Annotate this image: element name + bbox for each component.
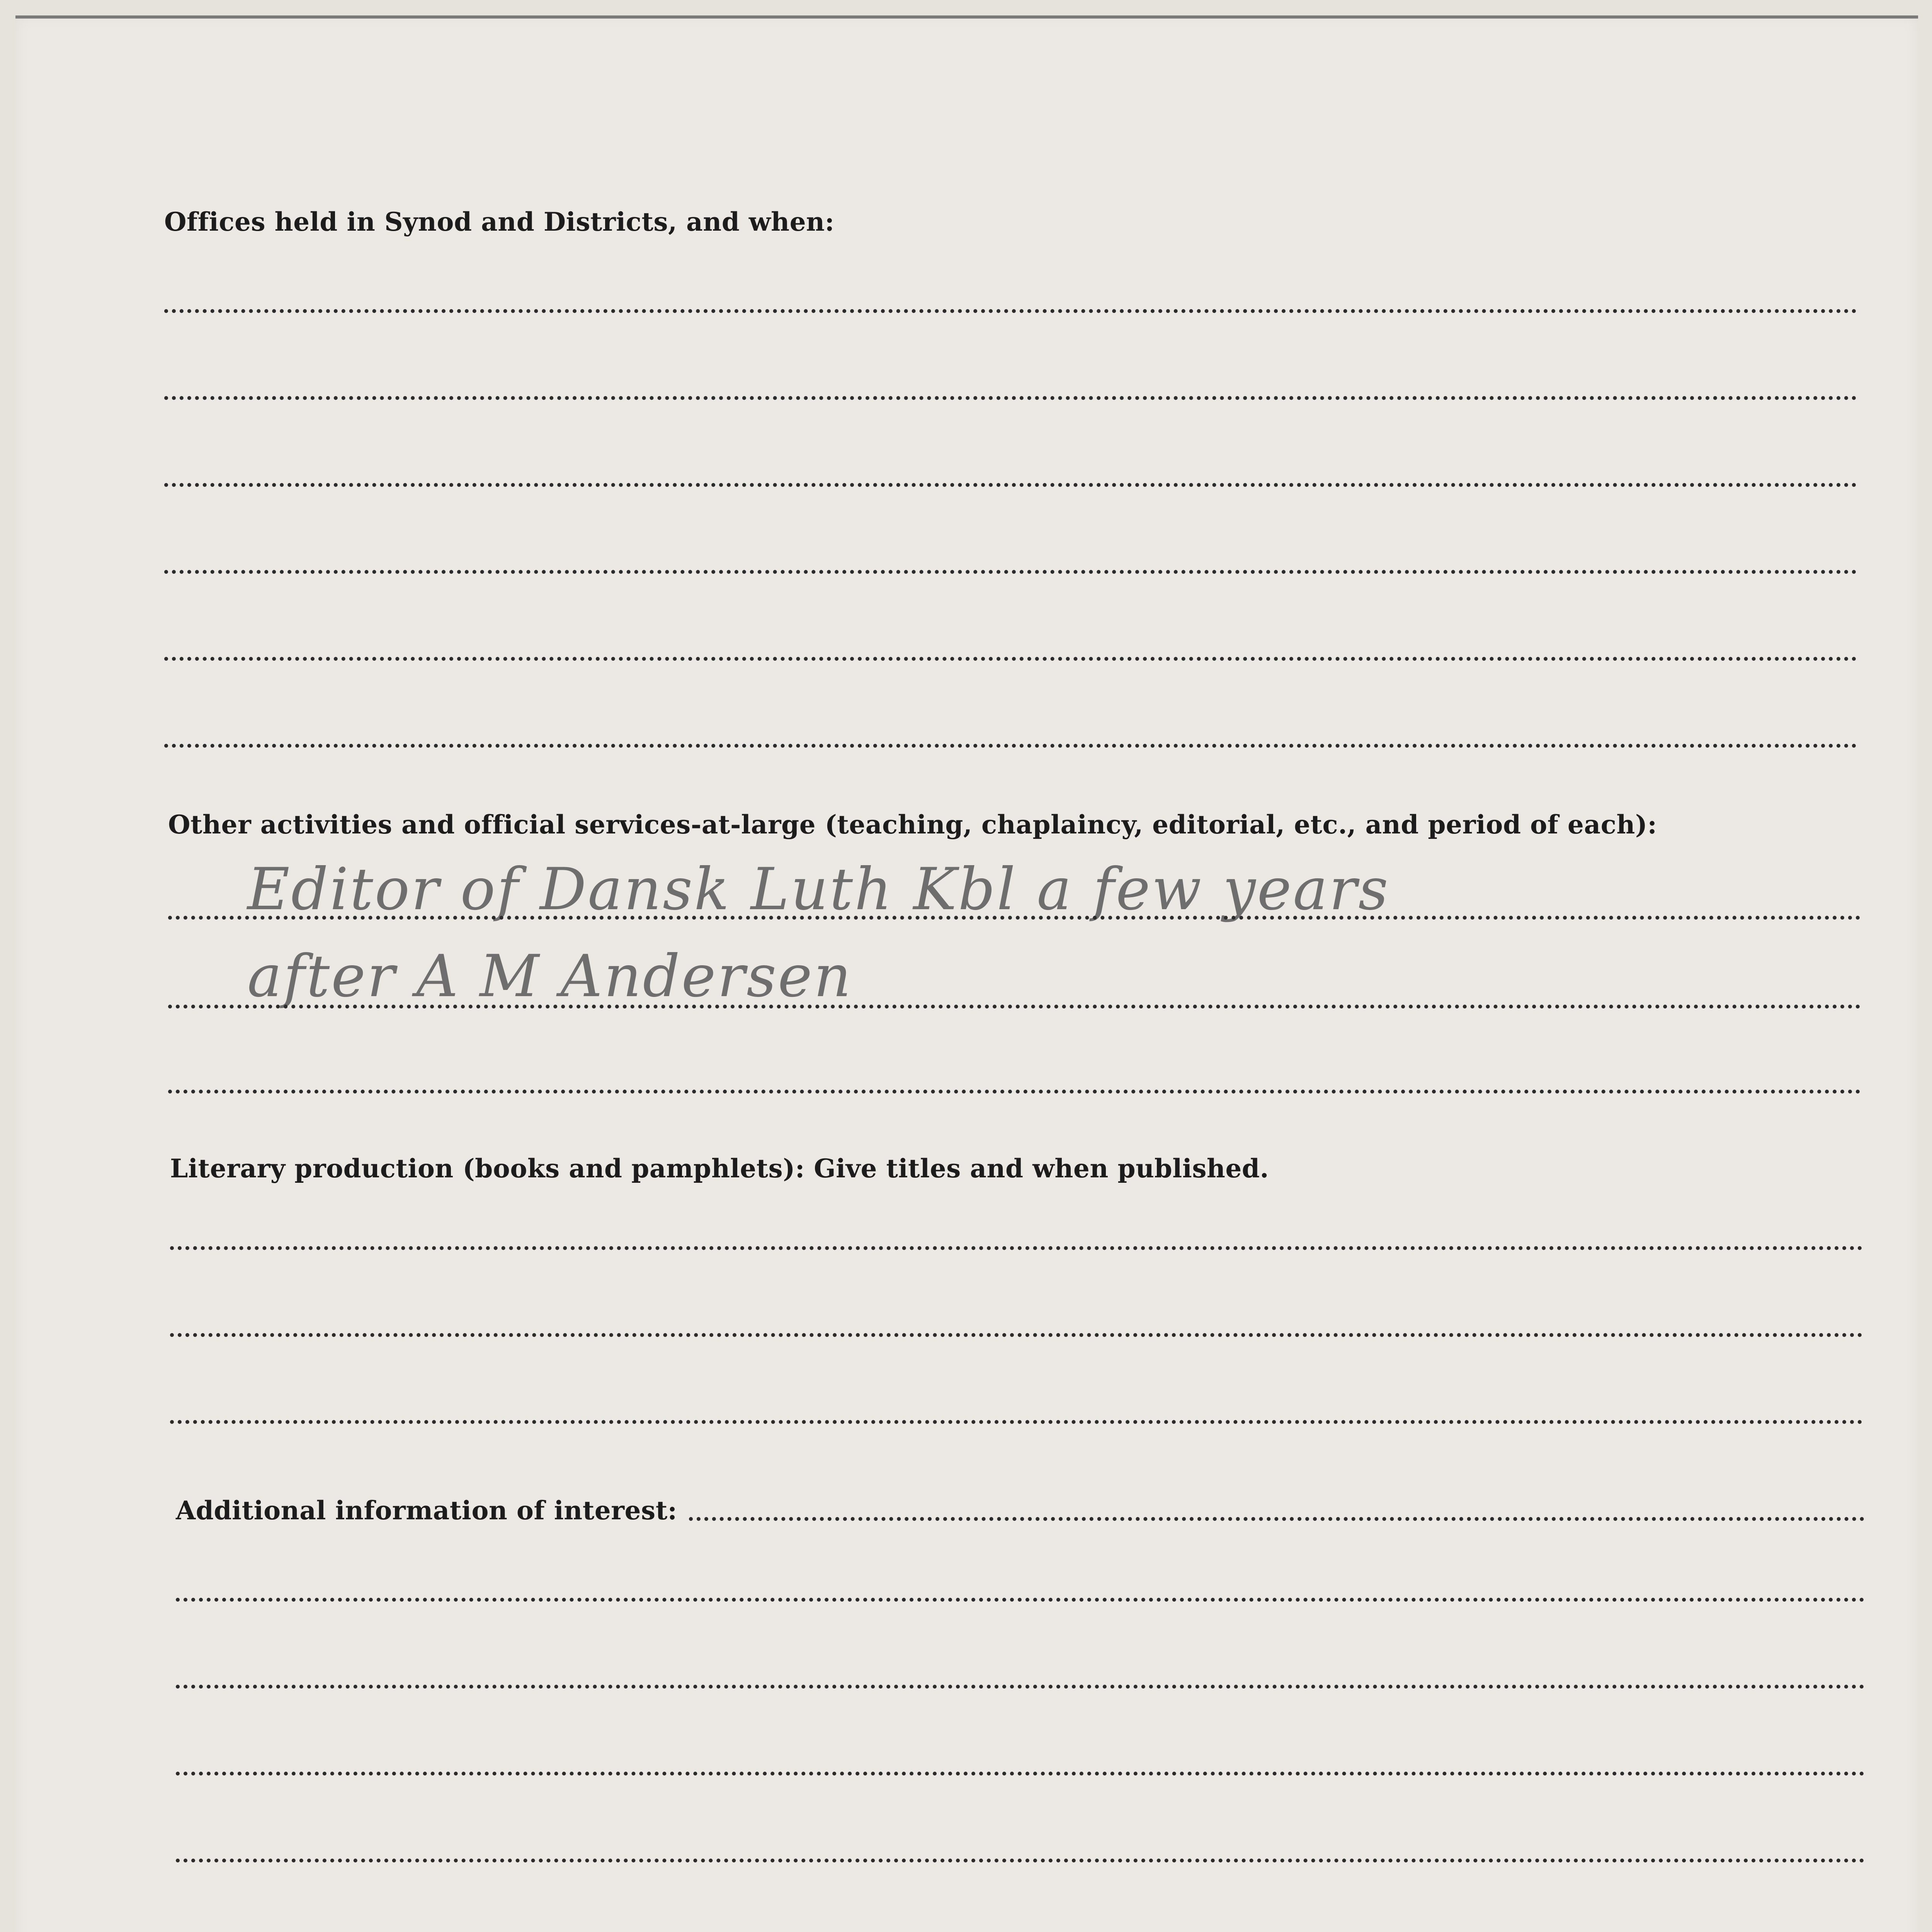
other-activities-line-1[interactable] [168, 916, 1861, 920]
other-activities-line-2[interactable] [168, 1005, 1861, 1009]
literary-production-label: Literary production (books and pamphlets): Give titles and when published. [170, 1153, 1269, 1184]
additional-info-line-3[interactable] [176, 1772, 1864, 1776]
other-activities-handwritten-2: after A M Andersen [247, 943, 853, 1010]
offices-line-2[interactable] [164, 396, 1857, 400]
offices-line-6[interactable] [164, 744, 1857, 748]
additional-info-label: Additional information of interest: [176, 1495, 677, 1526]
offices-line-3[interactable] [164, 483, 1857, 487]
additional-info-line-2[interactable] [176, 1685, 1864, 1689]
form-page [15, 15, 1918, 1932]
literary-line-3[interactable] [170, 1420, 1862, 1424]
offices-line-5[interactable] [164, 657, 1857, 661]
offices-label: Offices held in Synod and Districts, and when: [164, 207, 835, 237]
other-activities-line-3[interactable] [168, 1090, 1861, 1094]
literary-line-2[interactable] [170, 1333, 1862, 1337]
other-activities-handwritten-1: Editor of Dansk Luth Kbl a few years [247, 856, 1390, 923]
questionnaire-form [147, 15, 1870, 1932]
additional-info-line-4[interactable] [176, 1859, 1864, 1862]
offices-line-4[interactable] [164, 570, 1857, 574]
other-activities-label: Other activities and official services-at-large (teaching, chaplaincy, editorial, etc., and period of each): [168, 810, 1657, 840]
additional-info-line-1[interactable] [176, 1598, 1864, 1602]
literary-line-1[interactable] [170, 1246, 1862, 1250]
offices-line-1[interactable] [164, 309, 1857, 313]
additional-info-line-0[interactable] [689, 1517, 1864, 1521]
additional-info-row [176, 1495, 1864, 1526]
